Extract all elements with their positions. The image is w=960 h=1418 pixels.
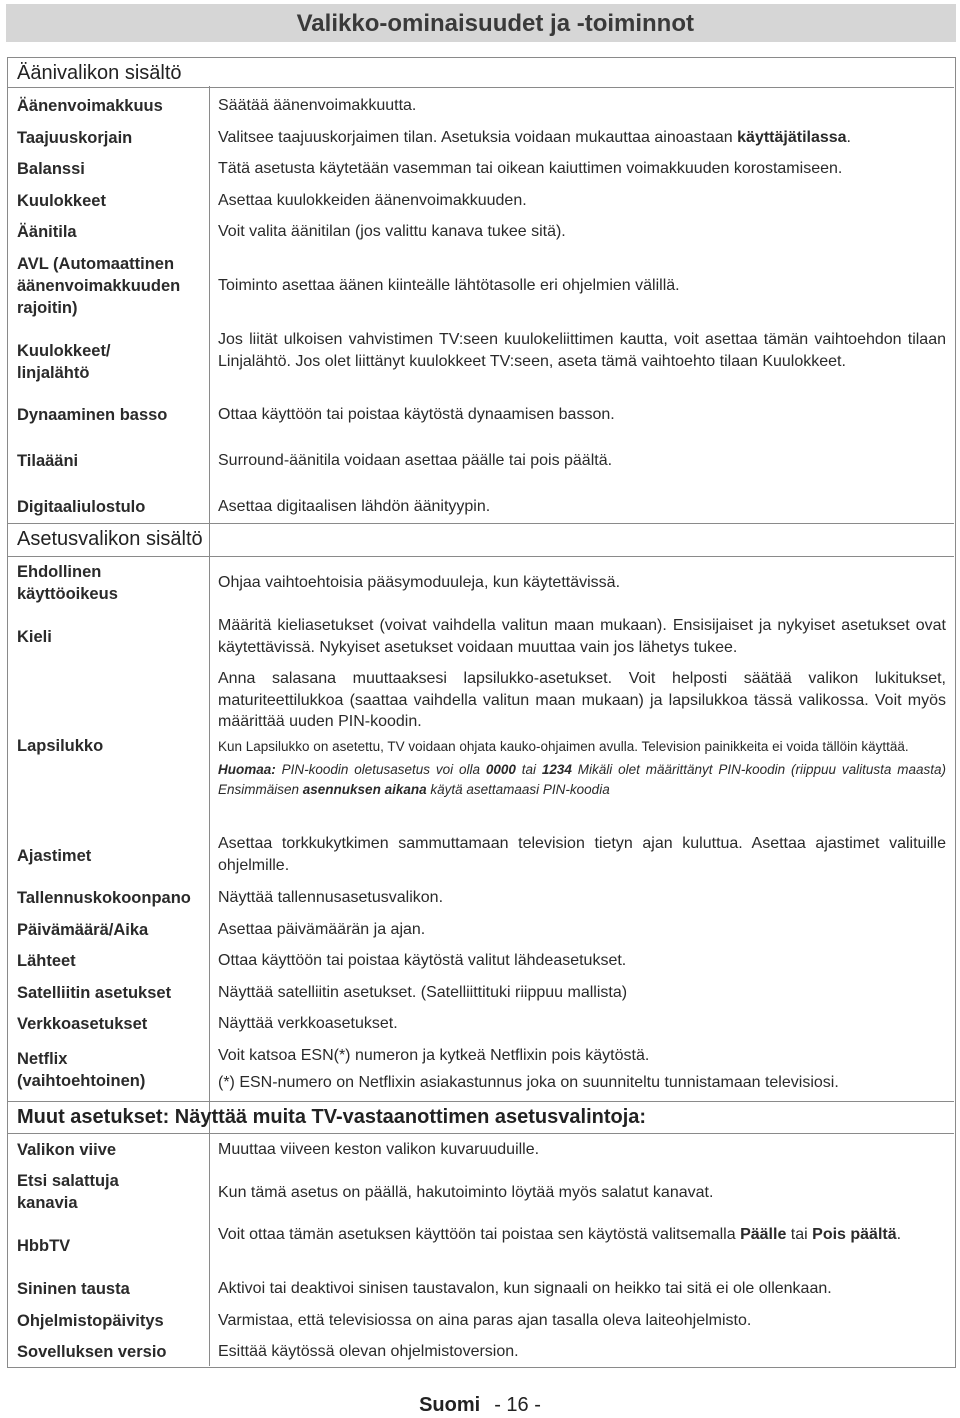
row-label: HbbTV [17, 1237, 71, 1255]
row-label: Lähteet [17, 952, 76, 970]
row-description: Valitsee taajuuskorjaimen tilan. Asetuksia voidaan mukauttaa ainoastaan käyttäjätilassa. [218, 129, 851, 146]
page-number: - 16 - [494, 1394, 541, 1416]
row-description: Asettaa päivämäärän ja ajan. [218, 921, 426, 938]
page-footer [0, 1394, 960, 1417]
row-description: Tätä asetusta käytetään vasemman tai oikean kaiuttimen voimakkuuden korostamiseen. [218, 160, 843, 177]
column-divider [209, 86, 210, 1366]
row-label: Tilaääni [17, 452, 79, 470]
row-label: Ohjelmistopäivitys [17, 1312, 164, 1330]
row-description: Esittää käytössä olevan ohjelmistoversion. [218, 1343, 519, 1360]
row-separator [8, 523, 954, 524]
row-description: Ottaa käyttöön tai poistaa käytöstä valitut lähdeasetukset. [218, 952, 627, 969]
row-label: Äänitila [17, 223, 77, 241]
row-description: Voit valita äänitilan (jos valittu kanava tukee sitä). [218, 223, 566, 240]
row-label: Lapsilukko [17, 737, 104, 755]
row-label: AVL (Automaattinen äänenvoimakkuuden rajoitin) [17, 255, 181, 317]
row-label: Ehdollinen käyttöoikeus [17, 563, 118, 603]
row-description: Voit ottaa tämän asetuksen käyttöön tai poistaa sen käytöstä valitsemalla Päälle tai Pois päältä. [218, 1226, 902, 1243]
row-separator [8, 1133, 954, 1134]
row-label: Valikon viive [17, 1141, 117, 1159]
row-separator [8, 1101, 954, 1102]
row-separator [8, 87, 954, 88]
row-description: Jos liität ulkoisen vahvistimen TV:seen kuulokeliittimen kautta, voit asettaa tämän vaihtoehdon tilaan Linjalähtö. Jos olet liittänyt kuulokkeet TV:seen, aseta tämä vaihtoehto tilaan Kuulokkeet. [218, 331, 946, 370]
row-label: Etsi salattuja kanavia [17, 1172, 119, 1212]
row-description: Asettaa digitaalisen lähdön äänityypin. [218, 498, 491, 515]
row-description: Ottaa käyttöön tai poistaa käytöstä dynaamisen basson. [218, 406, 615, 423]
row-label: Kuulokkeet/ linjalähtö [17, 342, 111, 382]
row-description: Aktivoi tai deaktivoi sinisen taustavalon, kun signaali on heikko tai sitä ei ole ollenkaan. [218, 1280, 832, 1297]
other-settings-heading: Muut asetukset: Näyttää muita TV-vastaanottimen asetusvalintoja: [17, 1106, 647, 1128]
row-description: Näyttää satelliitin asetukset. (Satelliittituki riippuu mallista) [218, 984, 628, 1001]
row-label: Digitaaliulostulo [17, 498, 146, 516]
row-description: Näyttää tallennusasetusvalikon. [218, 889, 444, 906]
row-label: Tallennuskokoonpano [17, 889, 191, 907]
row-description: Säätää äänenvoimakkuutta. [218, 97, 417, 114]
row-description: Toiminto asettaa äänen kiinteälle lähtötasolle eri ohjelmien välillä. [218, 277, 680, 294]
sound-menu-heading: Äänivalikon sisältö [17, 62, 182, 84]
row-label: Päivämäärä/Aika [17, 921, 149, 939]
row-label: Kuulokkeet [17, 192, 106, 210]
row-description: Voit katsoa ESN(*) numeron ja kytkeä Netflixin pois käytöstä. (*) ESN-numero on Netflixin asiakastunnus joka on suunniteltu tunnistamaan televisiosi. [218, 1047, 839, 1091]
row-label: Sovelluksen versio [17, 1343, 167, 1361]
row-label: Ajastimet [17, 847, 92, 865]
row-label: Kieli [17, 628, 52, 646]
row-label: Dynaaminen basso [17, 406, 168, 424]
row-separator [8, 556, 954, 557]
row-description: Varmistaa, että televisiossa on aina paras ajan tasalla oleva laiteohjelmisto. [218, 1312, 752, 1329]
row-description: Näyttää verkkoasetukset. [218, 1015, 398, 1032]
row-description: Anna salasana muuttaaksesi lapsilukko-asetukset. Voit helposti säätää valikon lukitukset, maturiteettilukkoa (saattaa vaihdella valitun maan mukaan) ja lapsilukkoa tässä valikossa. Voit myös määrittää uuden PIN-koodin. Kun Lapsilukko on asetettu, TV voidaan ohjata kauko-ohjaimen avulla. Television painikkeita ei voida tällöin käyttää. Huomaa: PIN-koodin oletusasetus voi olla 0000 tai 1234 Mikäli olet määrittänyt PIN-koodin (riippuu valitusta maasta) Ensimmäisen asennuksen aikana käytä asettamaasi PIN-koodia [218, 670, 946, 797]
row-description: Muuttaa viiveen keston valikon kuvaruuduille. [218, 1141, 540, 1158]
row-description: Kun tämä asetus on päällä, hakutoiminto löytää myös salatut kanavat. [218, 1184, 714, 1201]
row-label: Sininen tausta [17, 1280, 130, 1298]
setup-menu-heading: Asetusvalikon sisältö [17, 528, 203, 550]
row-description: Asettaa torkkukytkimen sammuttamaan television tietyn ajan kuluttua. Asettaa ajastimet valituille ohjelmille. [218, 835, 946, 874]
row-description: Ohjaa vaihtoehtoisia pääsymoduuleja, kun käytettävissä. [218, 574, 621, 591]
header-bar [6, 4, 956, 42]
footer-language: Suomi [419, 1394, 481, 1416]
row-label: Taajuuskorjain [17, 129, 133, 147]
row-label: Satelliitin asetukset [17, 984, 172, 1002]
row-label: Balanssi [17, 160, 85, 178]
row-description: Surround-äänitila voidaan asettaa päälle tai pois päältä. [218, 452, 613, 469]
page-title: Valikko-ominaisuudet ja -toiminnot [296, 10, 694, 37]
row-description: Asettaa kuulokkeiden äänenvoimakkuuden. [218, 192, 527, 209]
row-label: Äänenvoimakkuus [17, 97, 163, 115]
row-description: Määritä kieliasetukset (voivat vaihdella valitun maan mukaan). Ensisijaiset ja nykyiset asetukset ovat käytettävissä. Nykyiset asetukset voidaan muuttaa vain jos lähetys tukee. [218, 617, 946, 656]
row-label: Netflix (vaihtoehtoinen) [17, 1050, 146, 1090]
row-label: Verkkoasetukset [17, 1015, 148, 1033]
